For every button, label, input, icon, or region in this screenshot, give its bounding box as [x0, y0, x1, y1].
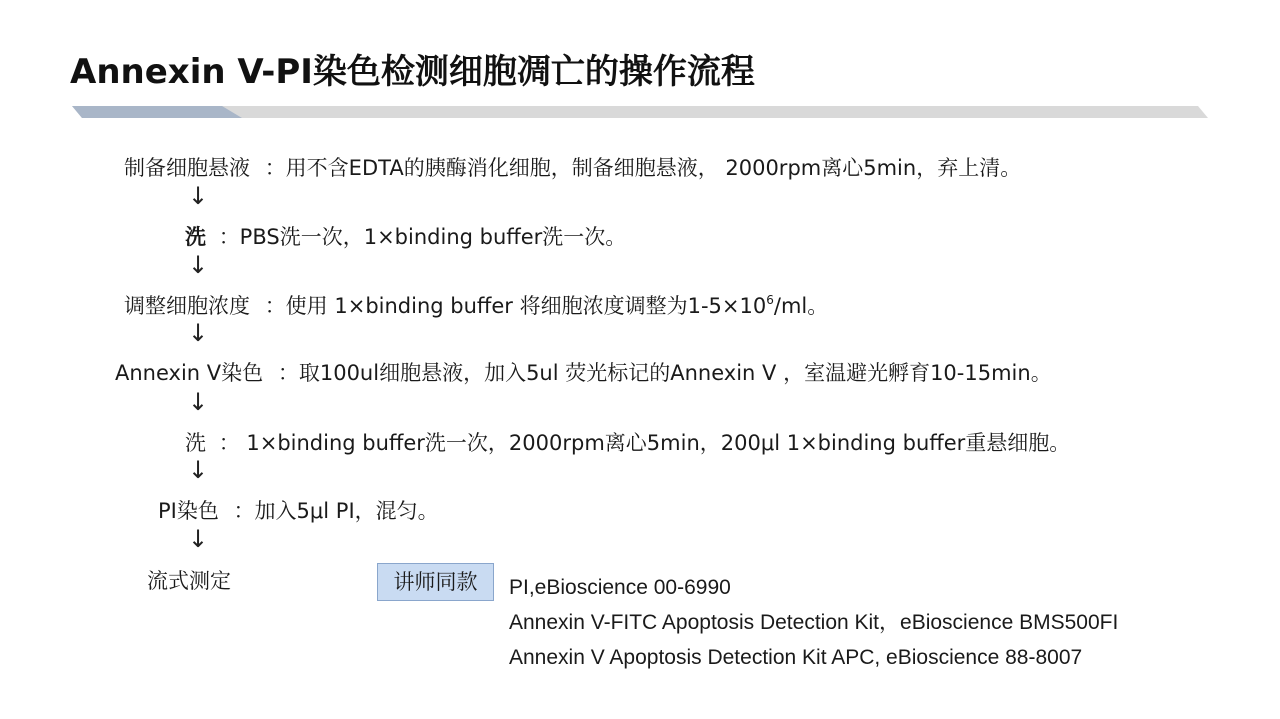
step-text: ：PBS洗一次，1×binding buffer洗一次。	[218, 225, 627, 249]
down-arrow-icon: ↓	[188, 525, 209, 553]
step-annexin-staining	[115, 357, 1052, 387]
step-label: PI染色	[158, 499, 219, 523]
down-arrow-icon: ↓	[188, 319, 209, 347]
reference-item: Annexin V Apoptosis Detection Kit APC, eBioscience 88-8007	[509, 646, 1083, 669]
page-title: Annexin V-PI染色检测细胞凋亡的操作流程	[70, 52, 755, 92]
step-text: ：用不含EDTA的胰酶消化细胞，制备细胞悬液， 2000rpm离心5min，弃上清。	[264, 156, 1022, 180]
step-label: 制备细胞悬液	[124, 156, 250, 180]
reference-item: Annexin V-FITC Apoptosis Detection Kit，eBioscience BMS500FI	[509, 611, 1119, 634]
step-adjust-concentration	[124, 290, 828, 320]
reference-item: PI,eBioscience 00-6990	[509, 576, 731, 599]
instructor-same-badge: 讲师同款	[377, 563, 494, 601]
step-text-unit: /ml。	[773, 294, 829, 318]
step-wash-2	[185, 427, 1070, 457]
reagent-references	[509, 570, 1118, 675]
exponent: 6	[766, 293, 774, 307]
step-label: 洗	[185, 431, 206, 455]
step-label: 调整细胞浓度	[124, 294, 250, 318]
down-arrow-icon: ↓	[188, 388, 209, 416]
step-flow-measurement	[147, 565, 231, 595]
step-text: ： 1×binding buffer洗一次，2000rpm离心5min，200μl 1×binding buffer重悬细胞。	[218, 431, 1071, 455]
step-pi-staining	[158, 495, 439, 525]
down-arrow-icon: ↓	[188, 456, 209, 484]
step-label: 流式测定	[147, 569, 231, 593]
step-text: ：使用 1×binding buffer 将细胞浓度调整为1-5×10	[264, 294, 767, 318]
step-label: Annexin V染色	[115, 361, 264, 385]
step-wash-1	[185, 221, 626, 251]
step-text: ：加入5μl PI，混匀。	[233, 499, 439, 523]
down-arrow-icon: ↓	[188, 182, 209, 210]
title-underline-bar	[72, 106, 1208, 118]
down-arrow-icon: ↓	[188, 251, 209, 279]
step-label: 洗	[185, 225, 206, 249]
step-text: ：取100ul细胞悬液，加入5ul 荧光标记的Annexin V ，室温避光孵育10-15min。	[277, 361, 1052, 385]
step-prepare-suspension	[124, 152, 1021, 182]
